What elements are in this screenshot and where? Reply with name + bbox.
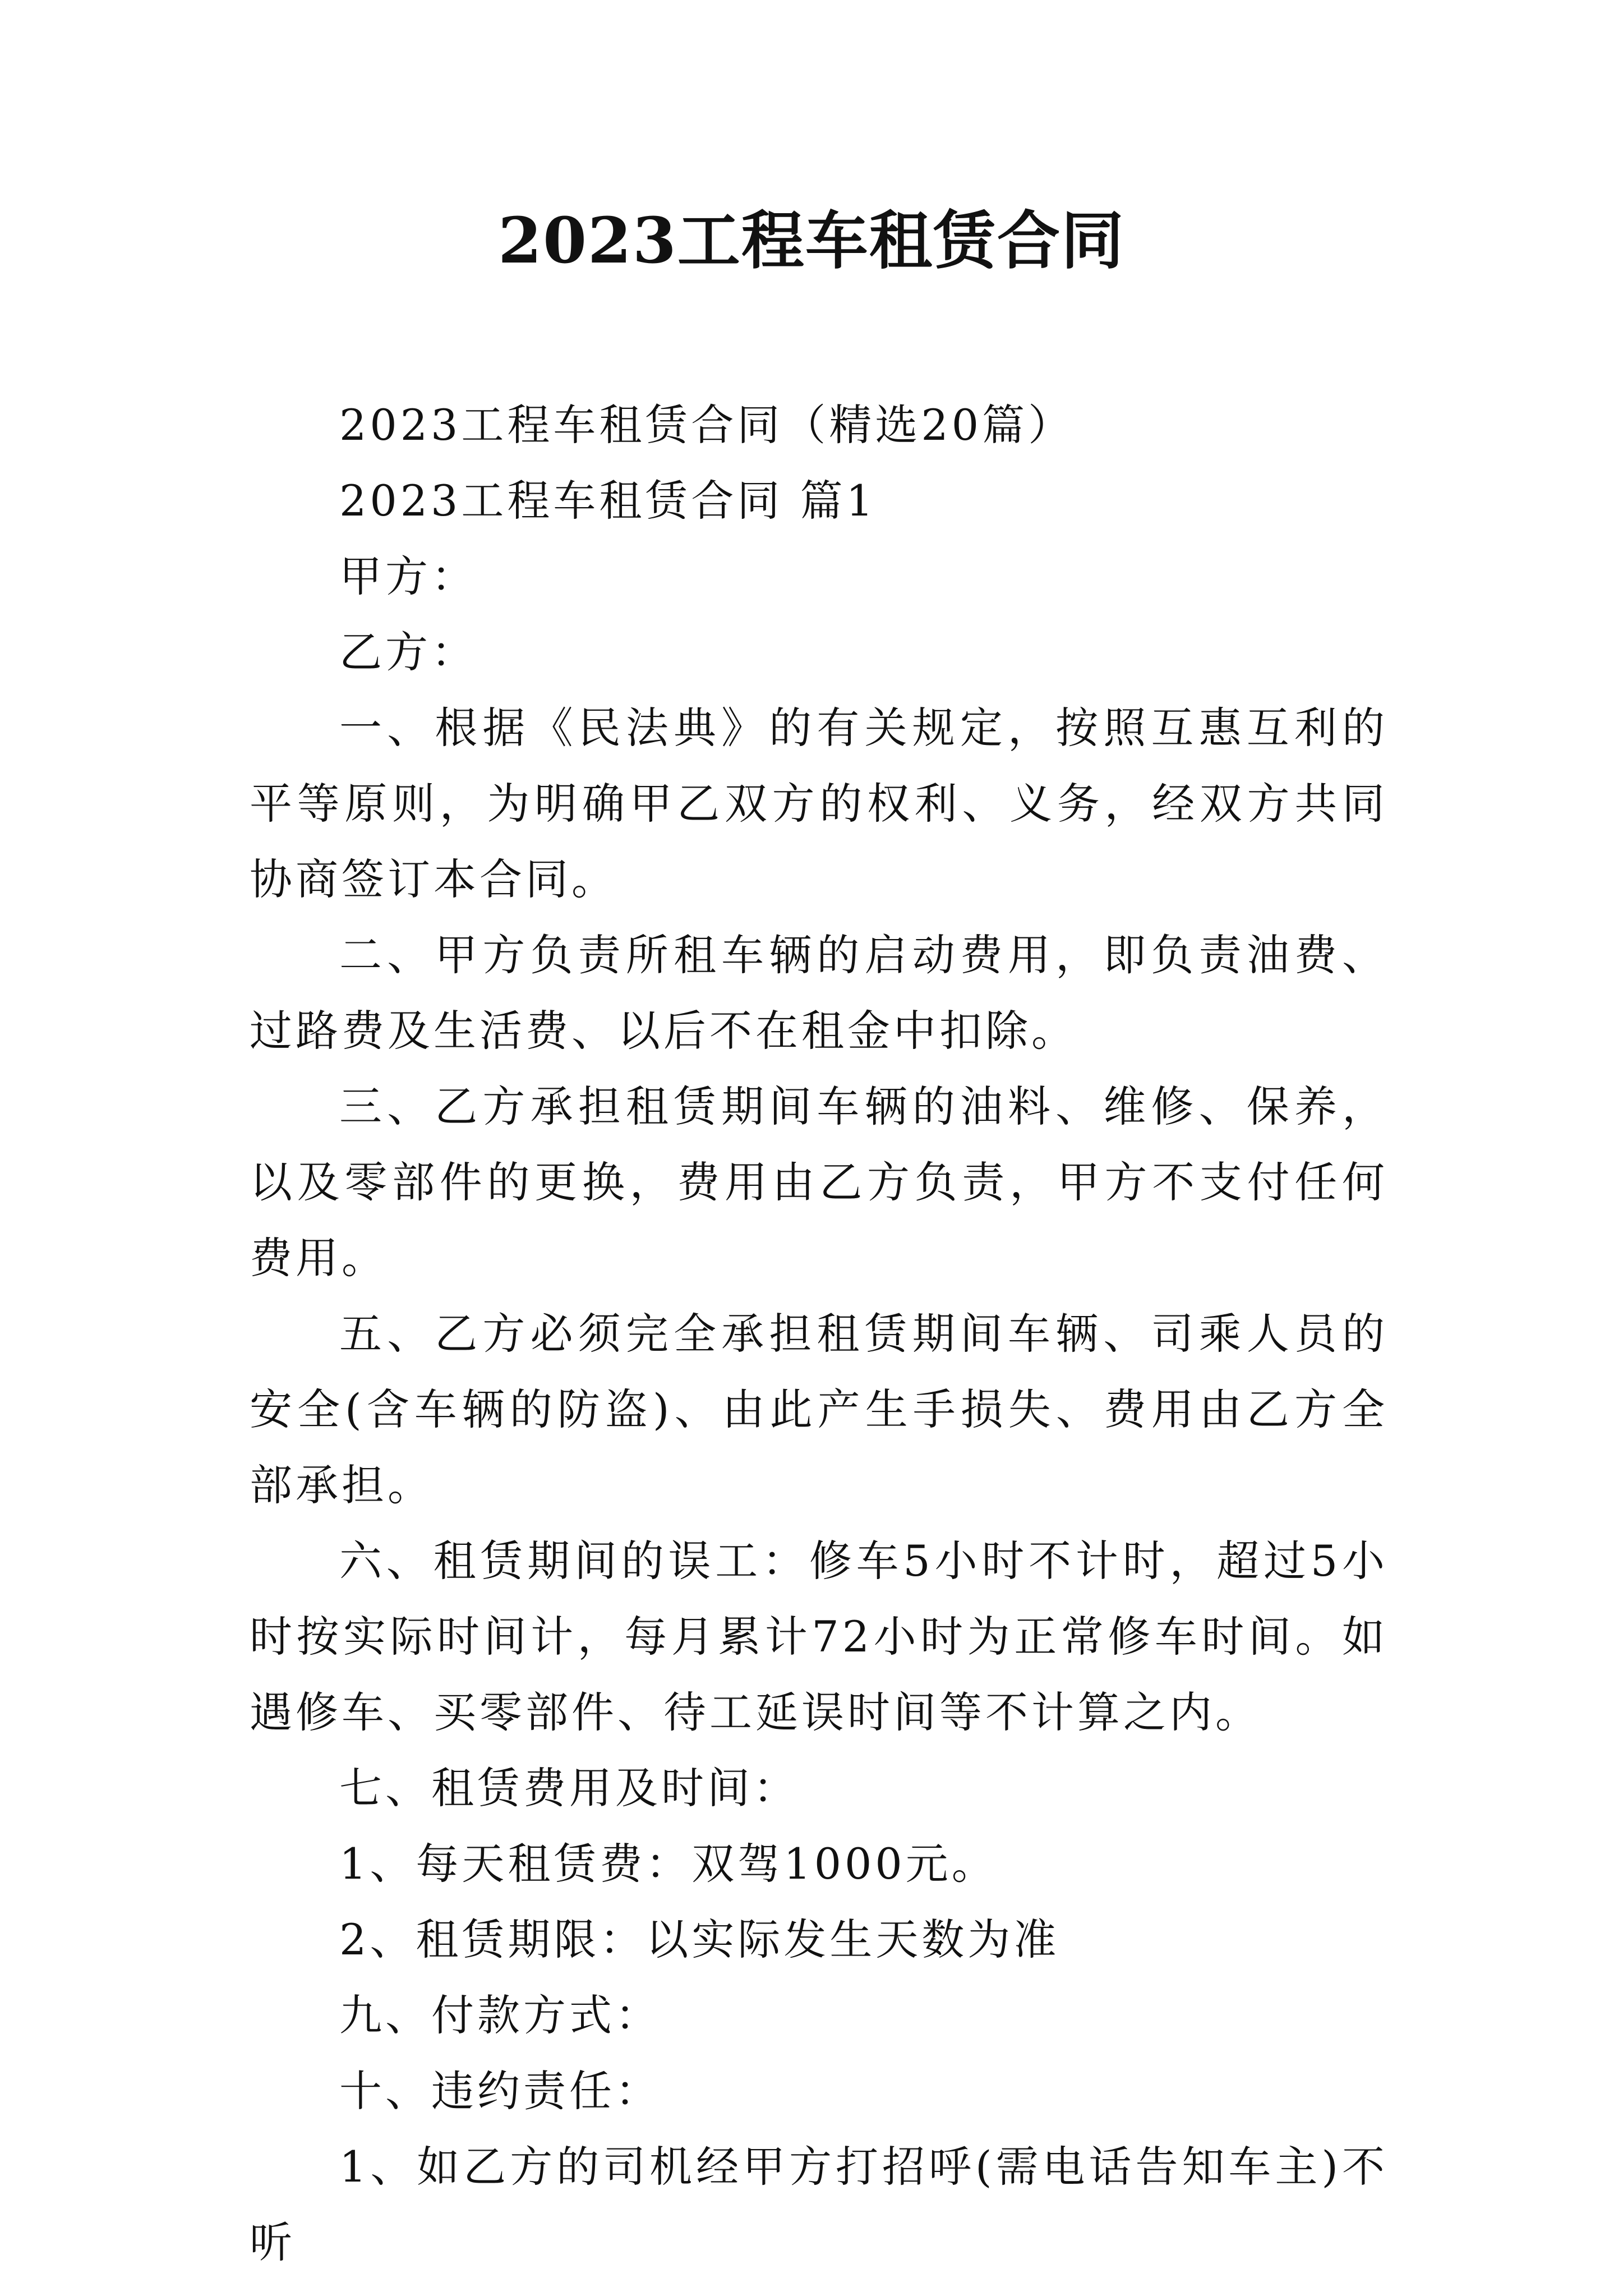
paragraph-clause-7-item-1: 1、每天租赁费：双驾1000元。 bbox=[339, 1839, 998, 1889]
paragraph-clause-10: 十、违约责任： bbox=[339, 2066, 661, 2116]
paragraph-clause-5: 五、乙方必须完全承担租赁期间车辆、司乘人员的安全(含车辆的防盗)、由此产生手损失、费用由乙方全部承担。 bbox=[250, 1309, 1388, 1510]
paragraph-clause-3: 三、乙方承担租赁期间车辆的油料、维修、保养，以及零部件的更换，费用由乙方负责，甲方不支付任何费用。 bbox=[250, 1082, 1388, 1283]
document-body bbox=[250, 387, 1388, 2280]
paragraph-clause-9: 九、付款方式： bbox=[339, 1990, 661, 2040]
paragraph-clause-1: 一、根据《民法典》的有关规定，按照互惠互利的平等原则，为明确甲乙双方的权利、义务，经双方共同协商签订本合同。 bbox=[250, 703, 1388, 904]
document-title: 2023工程车租赁合同 bbox=[498, 204, 1125, 278]
paragraph-clause-6: 六、租赁期间的误工：修车5小时不计时，超过5小时按实际时间计，每月累计72小时为正常修车时间。如遇修车、买零部件、待工延误时间等不计算之内。 bbox=[250, 1536, 1388, 1737]
paragraph-subtitle: 2023工程车租赁合同（精选20篇） bbox=[339, 400, 1075, 450]
paragraph-clause-10-item-1: 1、如乙方的司机经甲方打招呼(需电话告知车主)不听 bbox=[250, 2142, 1388, 2267]
paragraph-clause-7: 七、租赁费用及时间： bbox=[339, 1763, 799, 1813]
paragraph-clause-7-item-2: 2、租赁期限：以实际发生天数为准 bbox=[339, 1915, 1060, 1964]
paragraph-party-a: 甲方： bbox=[339, 551, 477, 601]
paragraph-section-heading: 2023工程车租赁合同 篇1 bbox=[339, 476, 877, 526]
paragraph-clause-2: 二、甲方负责所租车辆的启动费用，即负责油费、过路费及生活费、以后不在租金中扣除。 bbox=[250, 930, 1388, 1056]
paragraph-party-b: 乙方： bbox=[339, 627, 477, 677]
